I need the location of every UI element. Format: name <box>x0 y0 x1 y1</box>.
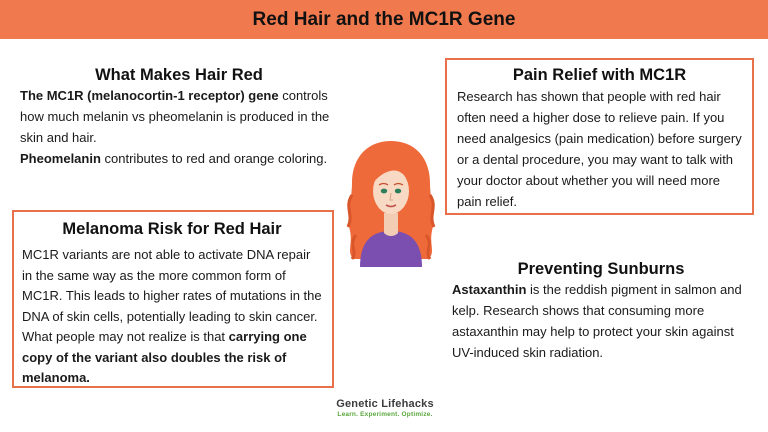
brand-logo <box>330 398 440 418</box>
section-paragraph <box>20 148 330 169</box>
section-paragraph <box>452 279 752 363</box>
logo-tagline: Learn. Experiment. Optimize. <box>337 411 433 418</box>
page-title: Red Hair and the MC1R Gene <box>252 8 516 30</box>
section-heading: Pain Relief with MC1R <box>512 66 687 84</box>
right-eye <box>395 189 401 194</box>
section-heading: What Makes Hair Red <box>95 66 263 84</box>
section-what-makes-hair-red <box>20 66 330 169</box>
left-eye <box>381 189 387 194</box>
section-heading: Melanoma Risk for Red Hair <box>62 220 282 238</box>
bold-text: Pheomelanin <box>20 151 101 166</box>
section-melanoma-risk <box>12 210 334 388</box>
neck <box>384 213 398 236</box>
section-preventing-sunburns <box>452 260 752 363</box>
body-text: is the reddish pigment in salmon and kelp. Research shows that consuming more astaxanthin may help to protect your skin against UV-induced skin radiation. <box>452 282 742 360</box>
section-paragraph: Research has shown that people with red hair often need a higher dose to relieve pain. If you need analgesics (pain medication) before surgery or a dental procedure, you may want to talk with your doctor about whether you will need more pain relief. <box>457 89 742 209</box>
bold-text: Astaxanthin <box>452 282 527 297</box>
section-paragraph <box>22 245 322 389</box>
bold-text: The MC1R (melanocortin-1 receptor) gene <box>20 88 279 103</box>
bold-text: carrying one copy of the variant also doubles the risk of melanoma. <box>22 329 307 385</box>
logo-name: Genetic Lifehacks <box>336 398 434 410</box>
body-text: contributes to red and orange coloring. <box>100 151 328 166</box>
section-paragraph <box>20 85 330 148</box>
section-pain-relief <box>445 58 754 215</box>
red-haired-woman-illustration <box>338 135 444 267</box>
body-text: MC1R variants are not able to activate DNA repair in the same way as the more common form of MC1R. This leads to higher rates of mutations in the DNA of skin cells, potentially leading to skin cancer. What people may not realize is that <box>22 247 322 344</box>
title-banner <box>0 0 768 39</box>
section-heading: Preventing Sunburns <box>517 260 685 278</box>
body-text: controls how much melanin vs pheomelanin is produced in the skin and hair. <box>20 88 330 145</box>
